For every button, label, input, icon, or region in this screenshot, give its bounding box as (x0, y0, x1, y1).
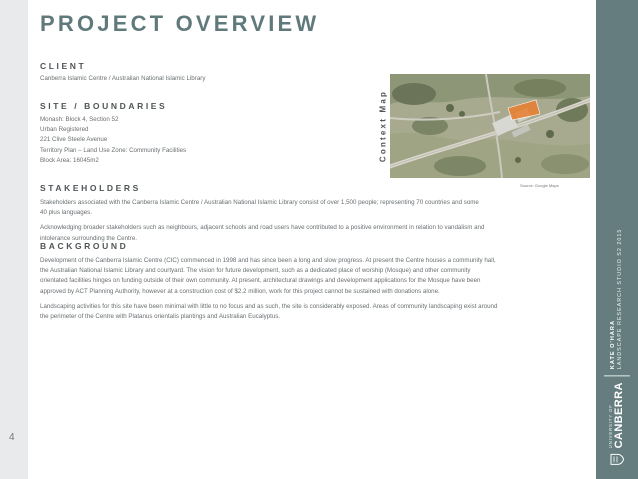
page-number: 4 (9, 432, 15, 443)
left-margin-bar (0, 0, 28, 479)
map-source: Source: Google Maps (520, 183, 559, 188)
course-name: LANDSCAPE RESEARCH STUDIO S2 2015 (617, 228, 624, 370)
text-line: Stakeholders associated with the Canberra Islamic Centre / Australian National Islamic Library consist of over 1,500 people; representing 70 countries and some (40, 199, 479, 206)
client-heading: CLIENT (40, 61, 87, 71)
client-name: Canberra Islamic Centre / Australian National Islamic Library (40, 75, 206, 82)
text-line: orientated facilities hinges on funding outside of their own community. At present, architectural drawings and development applications for the Mosque have been (40, 277, 481, 285)
background-paragraph (40, 302, 588, 322)
stakeholders-paragraph (40, 198, 588, 218)
aerial-photo (390, 74, 590, 178)
author-info (610, 229, 624, 370)
text-line: intolerance surrounding the Centre. (40, 234, 137, 242)
site-line: Territory Plan – Land Use Zone: Community Facilities (40, 146, 187, 154)
text-line: Acknowledging broader stakeholders such as neighbours, adjacent schools and road users have contributed to a positive environment in relation to vandalism and (40, 224, 485, 232)
background-heading: BACKGROUND (40, 241, 129, 251)
text-line: the Australian National Islamic Library and courtyard. The vision for future development, such as a dedicated place of worship (Mosque) and other community (40, 267, 471, 275)
university-name: CANBERRA (612, 382, 625, 449)
text-line: approved by ACT Planning Authority, however at a construction cost of $2.2 million, work for this project cannot be sustained with donations alone. (40, 287, 440, 295)
site-heading: SITE / BOUNDARIES (40, 101, 168, 111)
stakeholders-heading: STAKEHOLDERS (40, 183, 141, 193)
background-text (40, 256, 588, 327)
site-line: Urban Registered (40, 126, 89, 134)
text-line: the perimeter of the Centre with Platanus orientalis plantings and Australian Eucalyptus. (40, 313, 281, 321)
branding-block (604, 229, 630, 466)
page-title: PROJECT OVERVIEW (40, 11, 320, 36)
site-line: 221 Clive Steele Avenue (40, 136, 108, 144)
author-name: KATE O'HARA (610, 319, 617, 370)
context-map-image (390, 74, 590, 178)
branding-divider (604, 375, 630, 376)
university-logo-text (609, 382, 624, 448)
site-line: Block Area: 16045m2 (40, 156, 99, 164)
text-line: Landscaping activities for this site have been minimal with little to no focus and as such, the site is considerably exposed. Areas of community landscaping exist around (40, 302, 498, 310)
site-line: Monash: Block 4, Section 52 (40, 116, 119, 123)
text-line: Development of the Canberra Islamic Centre (CIC) commenced in 1998 and has since been a long and slow progress. At present the Centre houses a community hall, (40, 257, 496, 264)
background-paragraph (40, 256, 588, 297)
site-details (40, 115, 370, 166)
text-line: 40 plus languages. (40, 209, 92, 217)
university-small-text: UNIVERSITY OF (608, 404, 614, 449)
university-crest-icon (610, 453, 624, 465)
context-map-label: Context Map (378, 89, 388, 163)
